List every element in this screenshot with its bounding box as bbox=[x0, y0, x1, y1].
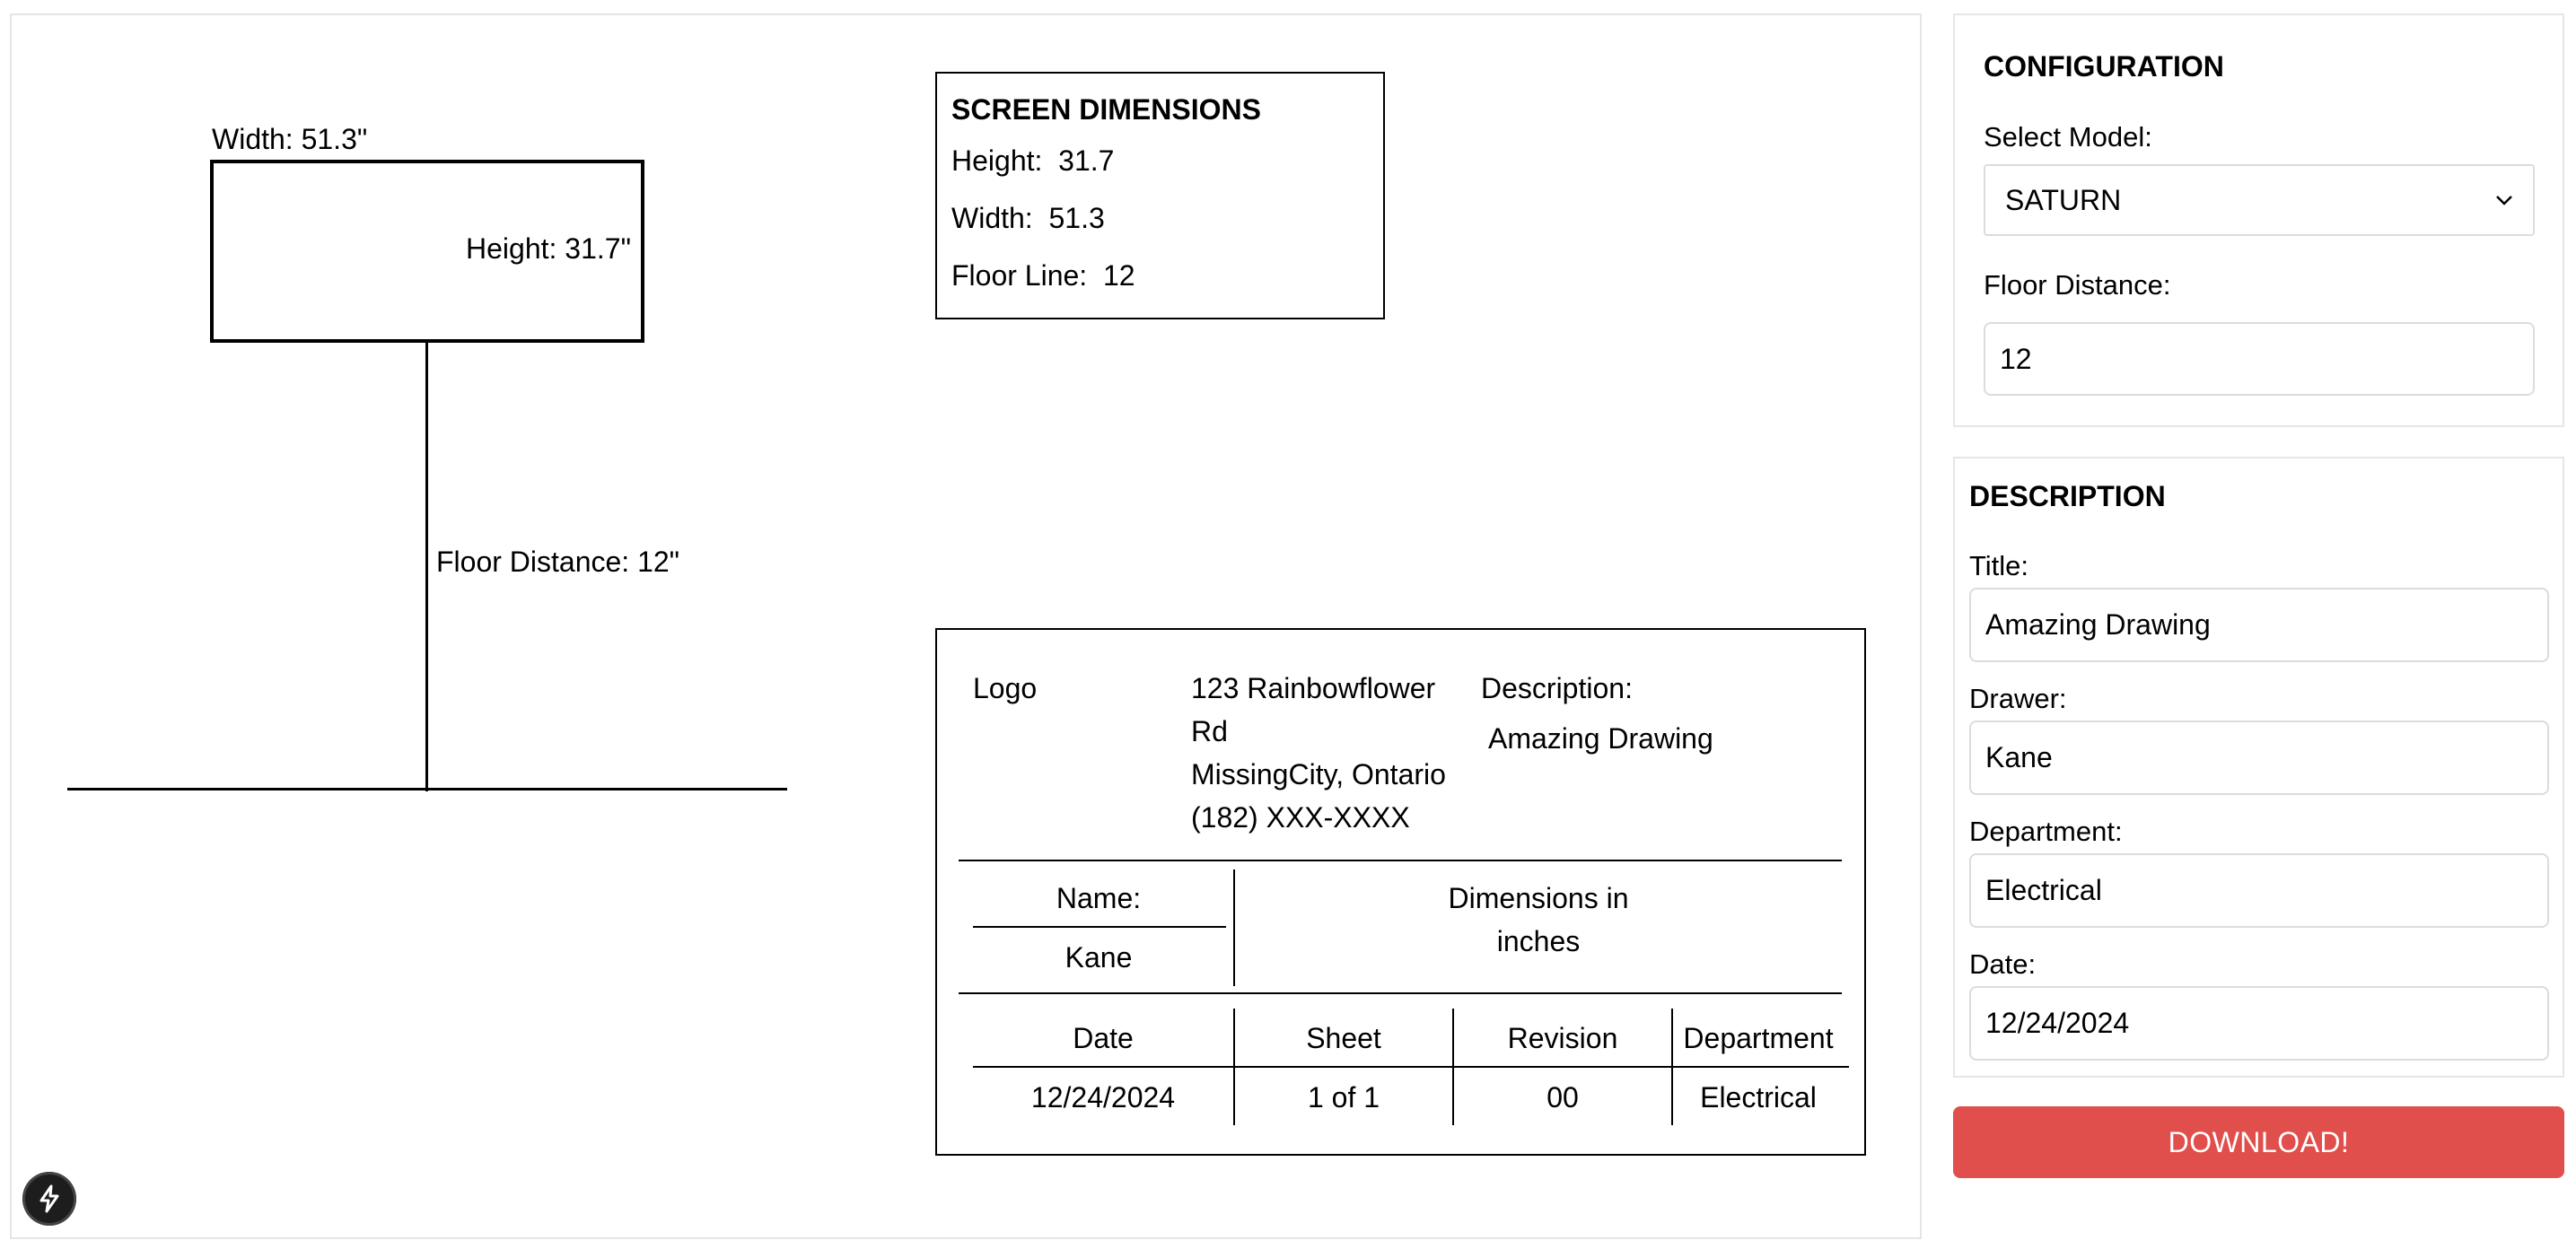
floor-line bbox=[67, 788, 787, 790]
date-input[interactable] bbox=[1969, 986, 2549, 1061]
header-department: Department bbox=[1683, 1022, 1834, 1054]
screen-width-label: Width: 51.3" bbox=[212, 123, 368, 155]
table-header-divider bbox=[973, 1066, 1849, 1068]
title-input[interactable] bbox=[1969, 588, 2549, 662]
floor-distance-label: Floor Distance: 12" bbox=[436, 546, 680, 578]
table-column-divider-3 bbox=[1671, 1009, 1673, 1125]
company-address bbox=[1191, 667, 1446, 839]
drawer-input[interactable] bbox=[1969, 721, 2549, 795]
header-revision: Revision bbox=[1507, 1022, 1618, 1054]
lightning-bolt-icon bbox=[37, 1184, 62, 1213]
dimension-floor-value: 12 bbox=[1102, 259, 1135, 292]
description-label: Description: bbox=[1481, 672, 1633, 704]
address-line-2: Rd bbox=[1191, 715, 1228, 747]
date-input-value: 12/24/2024 bbox=[1985, 1007, 2130, 1039]
logo-placeholder: Logo bbox=[973, 672, 1038, 704]
table-column-divider-2 bbox=[1452, 1009, 1454, 1125]
dimension-width bbox=[951, 201, 1105, 235]
floor-distance-value: 12 bbox=[2000, 342, 2032, 375]
department-input[interactable] bbox=[1969, 853, 2549, 928]
description-value: Amazing Drawing bbox=[1488, 722, 1713, 755]
screen-dimensions-title: SCREEN DIMENSIONS bbox=[951, 93, 1261, 126]
title-label: Title: bbox=[1969, 550, 2029, 581]
table-column-divider-1 bbox=[1233, 1009, 1235, 1125]
model-select[interactable] bbox=[1984, 164, 2535, 236]
name-value: Kane bbox=[1065, 941, 1133, 974]
units-line-1: Dimensions in bbox=[1448, 882, 1629, 914]
title-input-value: Amazing Drawing bbox=[1985, 608, 2211, 641]
dimension-height-key: Height: bbox=[951, 144, 1043, 177]
value-department: Electrical bbox=[1700, 1081, 1817, 1114]
floating-action-button[interactable] bbox=[22, 1172, 76, 1226]
value-revision: 00 bbox=[1546, 1081, 1579, 1114]
units-line-2: inches bbox=[1496, 925, 1581, 957]
dimension-height-value: 31.7 bbox=[1058, 144, 1115, 177]
floor-distance-label: Floor Distance: bbox=[1984, 269, 2171, 301]
value-date: 12/24/2024 bbox=[1030, 1081, 1176, 1114]
chevron-down-icon bbox=[2495, 195, 2513, 205]
units-note bbox=[1235, 877, 1842, 963]
dimension-height bbox=[951, 144, 1114, 178]
header-sheet: Sheet bbox=[1306, 1022, 1381, 1054]
drawer-input-value: Kane bbox=[1985, 741, 2053, 773]
floor-distance-line bbox=[425, 341, 428, 791]
department-input-value: Electrical bbox=[1985, 874, 2102, 906]
model-select-value: SATURN bbox=[2005, 183, 2122, 216]
dimension-floor-line bbox=[951, 258, 1135, 293]
drawer-label: Drawer: bbox=[1969, 683, 2067, 714]
screen-height-label: Height: 31.7" bbox=[466, 232, 631, 265]
dimension-floor-key: Floor Line: bbox=[951, 259, 1088, 292]
description-title: DESCRIPTION bbox=[1969, 480, 2166, 512]
date-label: Date: bbox=[1969, 948, 2037, 980]
download-button[interactable]: DOWNLOAD! bbox=[1953, 1106, 2564, 1178]
name-divider bbox=[973, 926, 1226, 928]
title-block-divider-2 bbox=[959, 992, 1842, 994]
model-label: Select Model: bbox=[1984, 121, 2152, 153]
configuration-title: CONFIGURATION bbox=[1984, 50, 2224, 83]
phone-number: (182) XXX-XXXX bbox=[1191, 801, 1410, 834]
dimension-width-key: Width: bbox=[951, 202, 1033, 234]
name-label: Name: bbox=[1056, 882, 1142, 914]
title-block-divider-1 bbox=[959, 860, 1842, 861]
address-line-1: 123 Rainbowflower bbox=[1191, 672, 1436, 704]
address-line-3: MissingCity, Ontario bbox=[1191, 758, 1446, 790]
department-label: Department: bbox=[1969, 816, 2123, 847]
dimension-width-value: 51.3 bbox=[1048, 202, 1105, 234]
floor-distance-input[interactable] bbox=[1984, 322, 2535, 396]
header-date: Date bbox=[1073, 1022, 1134, 1054]
value-sheet: 1 of 1 bbox=[1307, 1081, 1380, 1114]
